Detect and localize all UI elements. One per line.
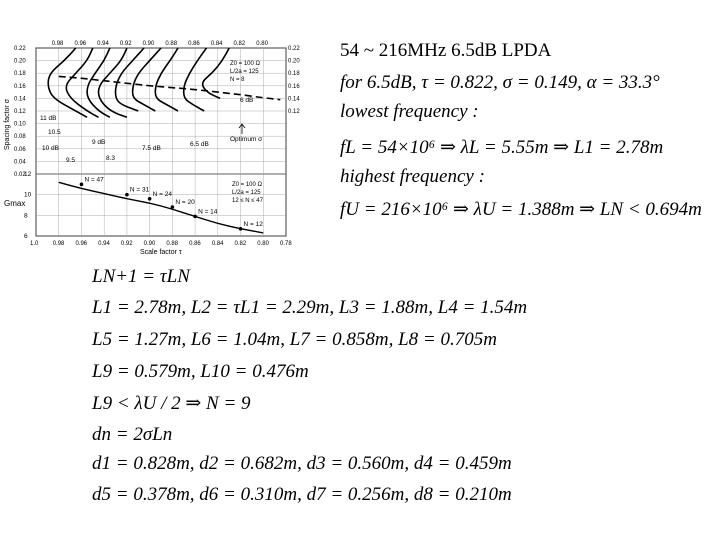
bottom-tick-label: 0.94 — [98, 241, 110, 247]
right-y-tick-label: 0.22 — [288, 46, 300, 52]
lower-y-tick-label: 10 — [24, 191, 32, 199]
lower-params-line-2: L/2a = 125 — [232, 190, 261, 196]
upper-y-axis-label: Spacing factor σ — [4, 98, 11, 150]
bottom-tick-label: 0.80 — [257, 241, 269, 247]
gain-contour-line — [133, 48, 161, 111]
lower-y-tick-label: 8 — [24, 212, 28, 220]
lengths-l9-l10: L9 = 0.579m, L10 = 0.476m — [92, 361, 309, 382]
gain-contour-line — [66, 48, 98, 117]
gmax-point — [80, 183, 84, 187]
gmax-point — [148, 197, 152, 201]
gmax-point — [239, 227, 243, 231]
bottom-tick-label: 0.98 — [52, 241, 65, 247]
top-tick-label: 0.94 — [97, 41, 109, 47]
gmax-point — [171, 205, 175, 209]
gmax-point-label: N = 14 — [198, 208, 218, 216]
element-count-result: L9 < λU / 2 ⇒ N = 9 — [92, 393, 251, 414]
top-tick-label: 0.82 — [233, 41, 246, 47]
top-tick-label: 0.80 — [256, 41, 268, 47]
gmax-point-label: N = 20 — [175, 199, 195, 207]
upper-y-tick-label: 0.08 — [14, 134, 26, 141]
top-tick-label: 0.98 — [51, 41, 64, 47]
upper-y-tick-label: 0.12 — [14, 109, 26, 115]
x-axis-label: Scale factor τ — [140, 249, 182, 256]
bottom-tick-label: 0.90 — [143, 241, 156, 247]
spacings-d1-d4: d1 = 0.828m, d2 = 0.682m, d3 = 0.560m, d4 = 0.459m — [92, 453, 512, 474]
gain-label-10-5: 10.5 — [48, 129, 61, 136]
bottom-tick-label: 0.84 — [211, 241, 224, 247]
gmax-point-label: N = 12 — [243, 220, 263, 228]
lower-params-line-3: 12 ≤ N ≤ 47 — [232, 198, 263, 204]
gain-contour-line — [155, 48, 178, 111]
length-recursion: LN+1 = τLN — [92, 266, 190, 287]
lower-params-line-1: Z0 = 100 Ω — [232, 182, 263, 188]
gain-label-6db: 6 dB — [240, 97, 254, 104]
top-tick-label: 0.84 — [210, 41, 223, 47]
right-y-tick-label: 0.12 — [288, 109, 300, 115]
lengths-l5-l8: L5 = 1.27m, L6 = 1.04m, L7 = 0.858m, L8 = 0.705m — [92, 329, 497, 350]
upper-y-tick-label: 0.02 — [14, 172, 26, 178]
upper-y-tick-label: 0.18 — [14, 71, 26, 78]
top-tick-label: 0.90 — [142, 41, 155, 47]
bottom-tick-label: 0.82 — [234, 241, 247, 247]
gain-label-9db: 9 dB — [92, 139, 106, 146]
gain-label-11db: 11 dB — [40, 115, 57, 122]
design-parameters: for 6.5dB, τ = 0.822, σ = 0.149, α = 33.3° — [340, 72, 660, 93]
upper-params-line-3: N = 8 — [230, 77, 245, 83]
lowest-frequency-equation: fL = 54×10⁶ ⇒ λL = 5.55m ⇒ L1 = 2.78m — [340, 137, 664, 158]
upper-y-tick-label: 0.22 — [14, 46, 26, 52]
gmax-point-label: N = 31 — [129, 186, 150, 194]
spacing-formula: dn = 2σLn — [92, 424, 173, 445]
upper-y-tick-label: 0.16 — [14, 83, 26, 90]
bottom-tick-label: 0.92 — [120, 241, 133, 247]
top-tick-label: 0.96 — [74, 41, 87, 47]
highest-frequency-label: highest frequency : — [340, 166, 485, 187]
top-tick-label: 0.88 — [165, 41, 178, 47]
lower-y-tick-label: 6 — [24, 233, 28, 240]
lowest-frequency-label: lowest frequency : — [340, 101, 479, 122]
upper-y-tick-label: 0.20 — [14, 58, 26, 65]
spacings-d5-d8: d5 = 0.378m, d6 = 0.310m, d7 = 0.256m, d8 = 0.210m — [92, 484, 512, 505]
right-y-tick-label: 0.14 — [288, 96, 300, 103]
right-y-tick-label: 0.20 — [288, 58, 300, 65]
upper-y-tick-label: 0.10 — [14, 121, 26, 128]
gain-contour-line — [99, 48, 127, 117]
lengths-l1-l4: L1 = 2.78m, L2 = τL1 = 2.29m, L3 = 1.88m, L4 = 1.54m — [92, 297, 528, 318]
top-tick-label: 0.92 — [119, 41, 132, 47]
gain-label-9-5: 9.5 — [66, 157, 76, 164]
gmax-point — [125, 193, 129, 197]
gmax-point — [193, 215, 197, 219]
gmax-point-label: N = 24 — [152, 190, 172, 198]
highest-frequency-equation: fU = 216×10⁶ ⇒ λU = 1.388m ⇒ LN < 0.694m — [340, 199, 702, 220]
upper-y-tick-label: 0.04 — [14, 159, 26, 166]
top-tick-label: 0.86 — [188, 41, 200, 47]
design-title: 54 ~ 216MHz 6.5dB LPDA — [340, 40, 552, 61]
right-y-tick-label: 0.16 — [288, 83, 300, 90]
upper-y-tick-label: 0.06 — [14, 146, 26, 153]
gain-label-8-3: 8.3 — [106, 155, 116, 162]
bottom-tick-label: 0.96 — [75, 241, 88, 247]
lpda-design-chart — [0, 38, 300, 258]
bottom-tick-label: 0.78 — [280, 241, 292, 247]
optimum-sigma-arrow — [239, 124, 245, 134]
upper-params-line-2: L/2a = 125 — [230, 69, 259, 75]
lower-y-axis-label: Gmax — [4, 199, 26, 208]
gain-label-10db: 10 dB — [42, 145, 59, 152]
upper-params-line-1: Z0 = 100 Ω — [230, 61, 261, 67]
gain-label-7-5db: 7.5 dB — [142, 145, 161, 152]
bottom-tick-label: 0.86 — [189, 241, 201, 247]
lower-y-tick-label: 12 — [24, 171, 32, 178]
right-y-tick-label: 0.18 — [288, 71, 300, 78]
optimum-sigma-label: Optimum σ — [230, 136, 263, 143]
bottom-tick-label: 1.0 — [30, 241, 39, 247]
gmax-point-label: N = 47 — [84, 176, 104, 184]
upper-y-tick-label: 0.14 — [14, 96, 26, 103]
gain-label-6-5db: 6.5 dB — [190, 141, 209, 148]
bottom-tick-label: 0.88 — [166, 241, 179, 247]
